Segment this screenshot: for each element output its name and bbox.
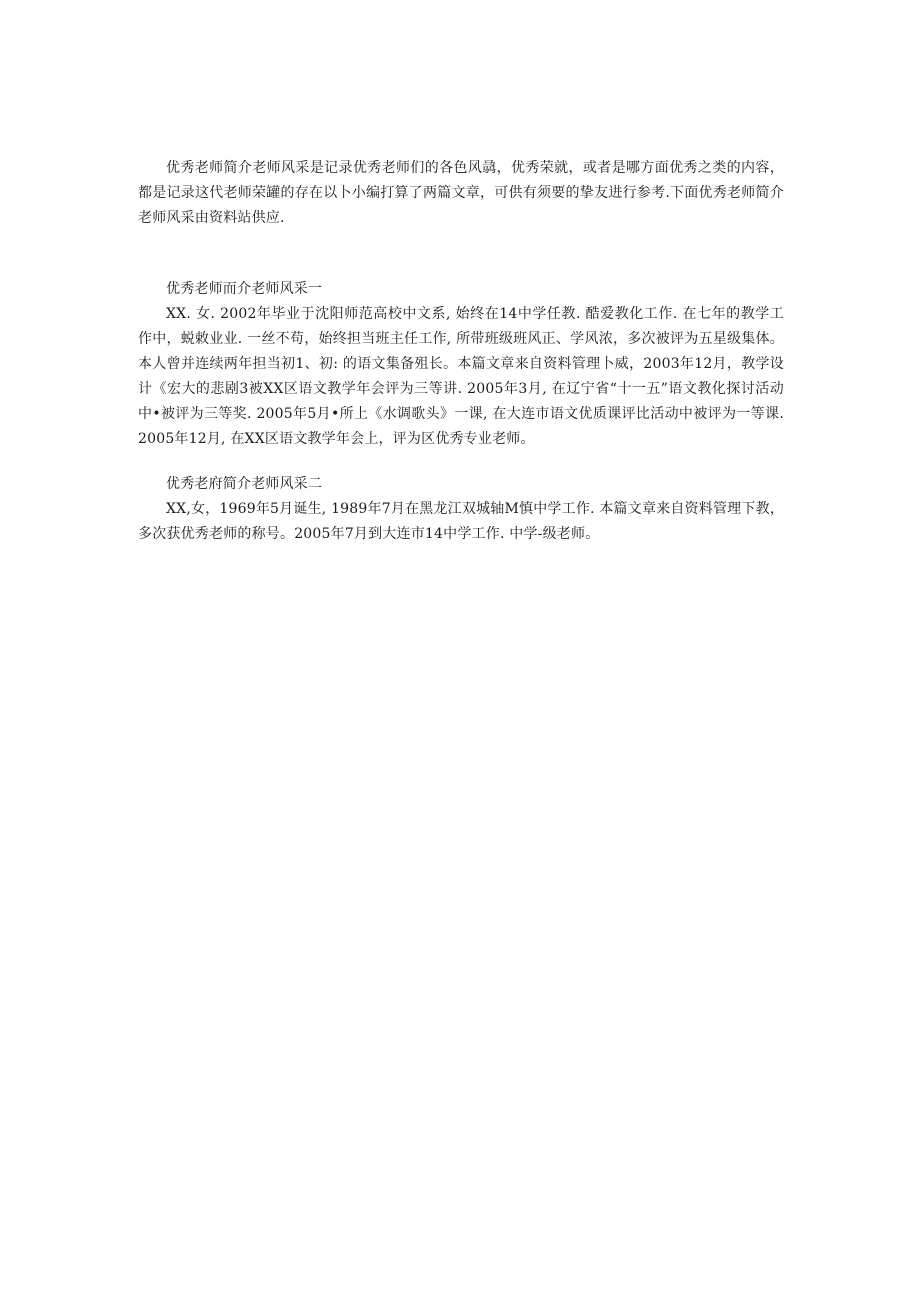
document-page: [138, 156, 784, 547]
section-1-body: XX. 女. 2002年毕业于沈阳师范高校中文系, 始终在14中学任教. 酷爱教化工作. 在七年的教学工作中，蜕敕业业. 一丝不苟，始终担当班主任工作, 所带班级班风正、学风浓，多次被评为五星级集体。本人曾并连续两年担当初1、初: 的语文集备殂长。本篇文章来自资料管理卜威，2003年12月，教学设计《宏大的悲剧3被XX区语文教学年会评为三等讲. 2005年3月, 在辽宁省“十一五”语文教化探讨活动中•被评为三等奖. 2005年5月•所上《水调歌头》一课, 在大连市语文优质课评比活动中被评为一等课. 2005年12月, 在XX区语文教学年会上，评为区优秀专业老师。: [138, 306, 784, 447]
section-2-heading: 优秀老府简介老师风采二: [166, 476, 323, 492]
intro-paragraph: 优秀老师简介老师风采是记录优秀老师们的各色风骉，优秀荣就，或者是哪方面优秀之类的内容，都是记录这代老师荣罐的存在以卜小编打算了两篇文章，可供有须要的挚友进行参考.下面优秀老师简介老师风采由资料站供应.: [138, 160, 784, 226]
section-1-heading: 优秀老师而介老师风采一: [166, 281, 323, 297]
section-2-body: XX,女，1969年5月诞生, 1989年7月在黑龙江双城轴M慎中学工作. 本篇文章来自资料管理下教，多次获优秀老师的称号。2005年7月到大连市14中学工作. 中学-级老师。: [138, 501, 784, 542]
